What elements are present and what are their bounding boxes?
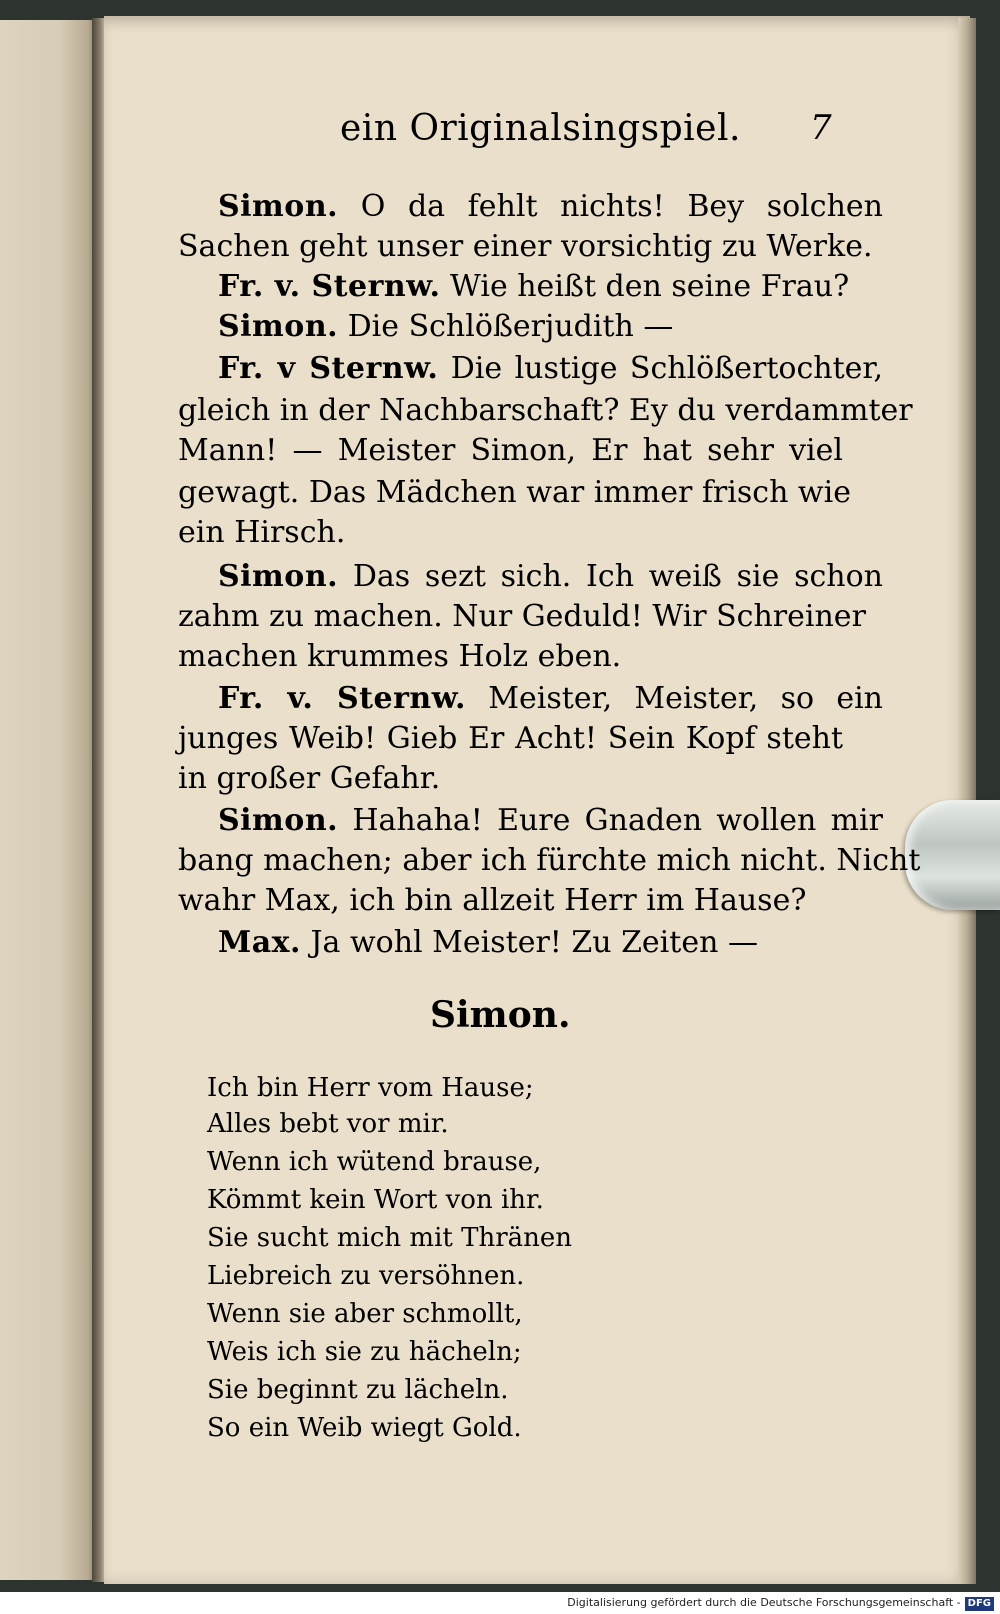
song-title: Simon.	[430, 994, 571, 1036]
speaker-name: Simon.	[218, 189, 339, 224]
text-line: Simon. Die Schlößerjudith —	[218, 309, 674, 344]
left-page-edge	[0, 20, 100, 1580]
text-line: ein Hirsch.	[178, 515, 346, 550]
text-line: machen krummes Holz eben.	[178, 639, 622, 674]
verse-line: Wenn ich wütend brause,	[207, 1147, 542, 1177]
text-line: Simon. Hahaha! Eure Gnaden wollen mir	[218, 803, 883, 838]
verse-line: Weis ich sie zu hächeln;	[207, 1337, 522, 1367]
text-line: Max. Ja wohl Meister! Zu Zeiten —	[218, 925, 758, 960]
speaker-name: Fr. v. Sternw.	[218, 269, 441, 304]
speaker-name: Fr. v Sternw.	[218, 351, 439, 386]
text-line: Mann! — Meister Simon, Er hat sehr viel	[178, 433, 843, 468]
digitization-credit	[0, 1592, 1000, 1614]
speaker-name: Simon.	[218, 803, 339, 838]
page-number: 7	[810, 108, 832, 148]
text-line: wahr Max, ich bin allzeit Herr im Hause?	[178, 883, 807, 918]
text-line: in großer Gefahr.	[178, 761, 441, 796]
text-line: Simon. Das sezt sich. Ich weiß sie schon	[218, 559, 883, 594]
running-title: ein Originalsingspiel.	[340, 108, 741, 149]
text-line: Fr. v. Sternw. Meister, Meister, so ein	[218, 681, 883, 716]
verse-line: Ich bin Herr vom Hause;	[207, 1073, 534, 1103]
credit-text: Digitalisierung gefördert durch die Deutsche Forschungsgemeinschaft -	[567, 1596, 961, 1609]
speaker-name: Simon.	[218, 309, 339, 344]
verse-line: Kömmt kein Wort von ihr.	[207, 1185, 544, 1215]
text-line: junges Weib! Gieb Er Acht! Sein Kopf steht	[178, 721, 843, 756]
speaker-name: Simon.	[218, 559, 339, 594]
dfg-logo: DFG	[965, 1597, 994, 1611]
verse-line: Sie sucht mich mit Thränen	[207, 1223, 573, 1253]
text-line: gleich in der Nachbarschaft? Ey du verdammter	[178, 393, 913, 428]
speaker-name: Fr. v. Sternw.	[218, 681, 466, 716]
verse-line: Liebreich zu versöhnen.	[207, 1261, 525, 1291]
text-line: bang machen; aber ich fürchte mich nicht. Nicht	[178, 843, 921, 878]
text-line: gewagt. Das Mädchen war immer frisch wie	[178, 475, 851, 510]
verse-line: Wenn sie aber schmollt,	[207, 1299, 523, 1329]
speaker-name: Max.	[218, 925, 301, 960]
text-line: Fr. v Sternw. Die lustige Schlößertochter,	[218, 351, 883, 386]
text-line: Sachen geht unser einer vorsichtig zu Werke.	[178, 229, 873, 264]
verse-line: Sie beginnt zu lächeln.	[207, 1375, 509, 1405]
text-line: Simon. O da fehlt nichts! Bey solchen	[218, 189, 883, 224]
verse-line: Alles bebt vor mir.	[207, 1109, 449, 1139]
text-line: zahm zu machen. Nur Geduld! Wir Schreiner	[178, 599, 866, 634]
verse-line: So ein Weib wiegt Gold.	[207, 1413, 522, 1443]
text-line: Fr. v. Sternw. Wie heißt den seine Frau?	[218, 269, 850, 304]
